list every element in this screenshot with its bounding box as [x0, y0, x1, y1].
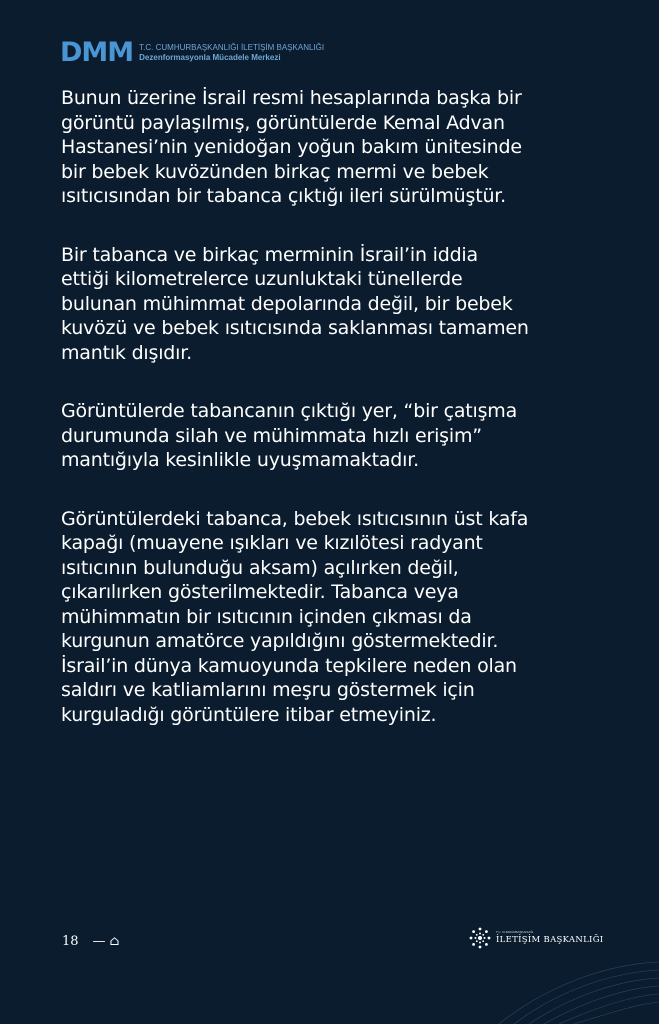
footer-dash: — — [92, 934, 106, 949]
paragraph-1: Bunun üzerine İsrail resmi hesaplarında başka bir görüntü paylaşılmış, görüntülerde Kemal Advan Hastanesi’nin yenidoğan yoğun bakım ünitesinde bir bebek kuvözünden birkaç mermi ve bebek ısıtıcısından bir tabanca çıktığı ileri sürülmüştür. — [61, 87, 522, 207]
brand-small-text: T.C. CUMHURBAŞKANLIĞI — [496, 930, 534, 934]
brand-text — [496, 930, 603, 946]
brand-logo — [468, 926, 603, 950]
brand-name: İLETİŞİM BAŞKANLIĞI — [496, 935, 604, 945]
org-line1: T.C. CUMHURBAŞKANLIĞI İLETİŞİM BAŞKANLIĞI — [139, 43, 325, 52]
page-footer — [62, 934, 119, 949]
emblem-icon — [468, 926, 492, 950]
paragraph-2: Bir tabanca ve birkaç merminin İsrail’in iddia ettiği kilometrelerce uzunluktaki tünellerde bulunan mühimmat depolarında değil, bir bebek kuvözü ve bebek ısıtıcısında saklanması tamamen mantık dışıdır. — [61, 243, 529, 364]
header — [60, 37, 325, 68]
home-icon[interactable]: ⌂ — [109, 934, 120, 949]
decorative-waves — [479, 954, 659, 1024]
paragraph-3: Görüntülerde tabancanın çıktığı yer, “bir çatışma durumunda silah ve mühimmata hızlı erişim” mantığıyla kesinlikle uyuşmamaktadır. — [61, 400, 518, 471]
logo-text — [139, 43, 324, 63]
article-body — [61, 86, 531, 761]
paragraph-4: Görüntülerdeki tabanca, bebek ısıtıcısının üst kafa kapağı (muayene ışıkları ve kızılötesi radyant ısıtıcının bulunduğu aksam) açılırken değil, çıkarılırken gösterilmektedir. Tabanca veya mühimmatın bir ısıtıcının içinden çıkması da kurgunun amatörce yapıldığını göstermektedir. İsrail’in dünya kamuoyunda tepkilere neden olan saldırı ve katliamlarını meşru göstermek için kurguladığı görüntülere itibar etmeyiniz. — [61, 507, 529, 726]
org-line2: Dezenformasyonla Mücadele Merkezi — [139, 53, 281, 62]
dmm-logo: DMM — [60, 37, 134, 68]
page-number: 18 — [62, 934, 79, 949]
